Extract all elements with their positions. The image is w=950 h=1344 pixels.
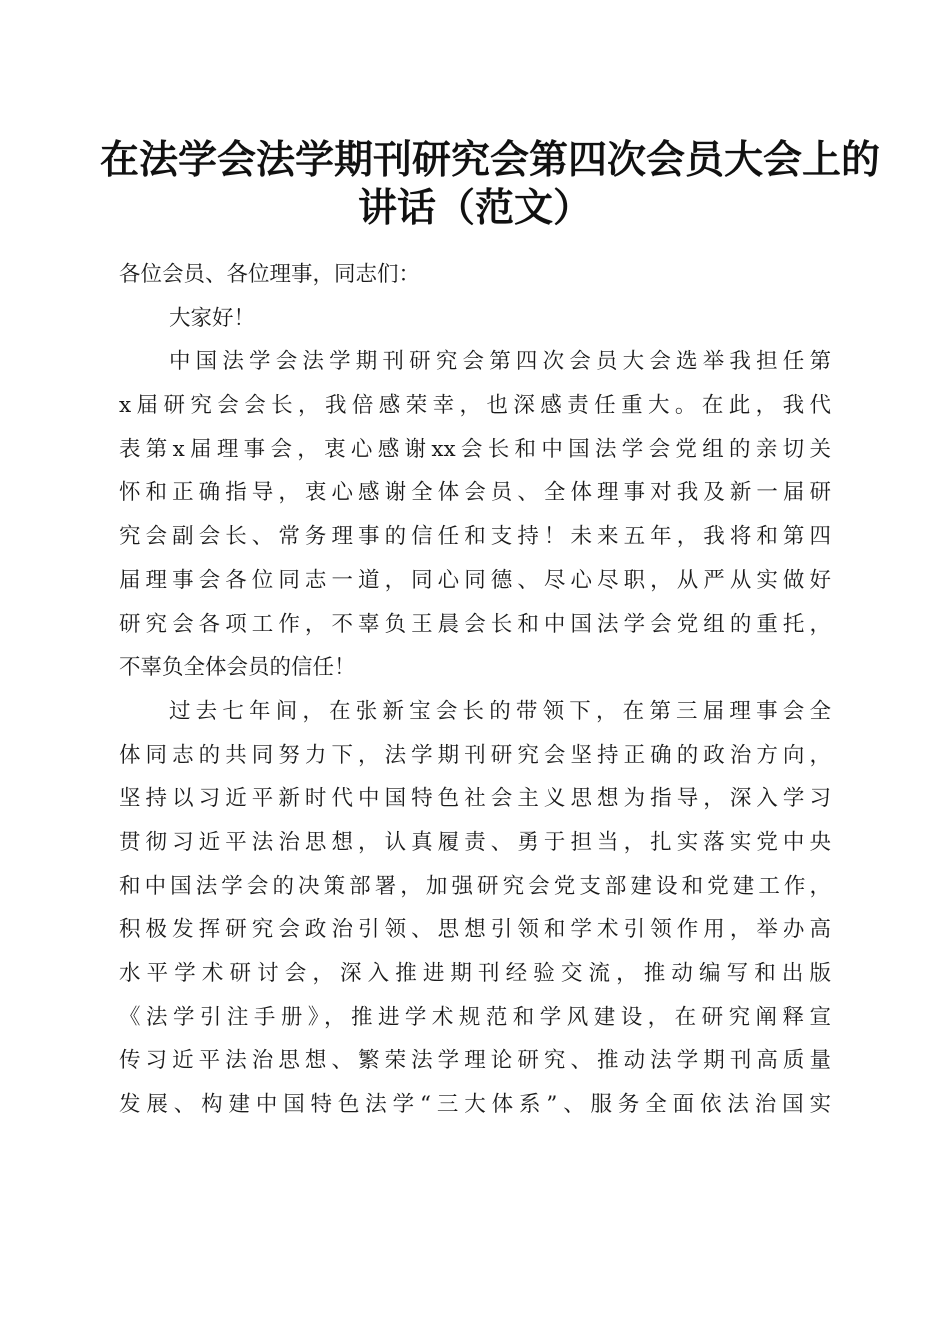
paragraph-1-line: 究会副会长、常务理事的信任和支持！未来五年，我将和第四 <box>119 524 831 550</box>
paragraph-1-line: 届理事会各位同志一道，同心同德、尽心尽职，从严从实做好 <box>119 567 831 593</box>
paragraph-1 <box>119 340 831 690</box>
paragraph-1-line: 中国法学会法学期刊研究会第四次会员大会选举我担任第 <box>169 349 831 375</box>
paragraph-2-line: 体同志的共同努力下，法学期刊研究会坚持正确的政治方向， <box>119 742 831 768</box>
paragraph-1-line: x届研究会会长，我倍感荣幸，也深感责任重大。在此，我代 <box>119 393 831 419</box>
paragraph-2-line: 积极发挥研究会政治引领、思想引领和学术引领作用，举办高 <box>119 917 831 943</box>
document-body <box>119 253 831 1127</box>
salutation: 各位会员、各位理事，同志们： <box>119 262 421 287</box>
paragraph-2-line: 传习近平法治思想、繁荣法学理论研究、推动法学期刊高质量 <box>119 1048 831 1074</box>
paragraph-2-line: 和中国法学会的决策部署，加强研究会党支部建设和党建工作， <box>119 873 831 899</box>
paragraph-1-line: 怀和正确指导，衷心感谢全体会员、全体理事对我及新一届研 <box>119 480 831 506</box>
paragraph-2-line: 发展、构建中国特色法学“三大体系”、服务全面依法治国实 <box>119 1092 831 1118</box>
greeting: 大家好！ <box>169 305 256 331</box>
document-title-line-1: 在法学会法学期刊研究会第四次会员大会上的 <box>100 137 881 183</box>
paragraph-1-line: 研究会各项工作，不辜负王晨会长和中国法学会党组的重托， <box>119 611 831 637</box>
paragraph-2-line: 坚持以习近平新时代中国特色社会主义思想为指导，深入学习 <box>119 786 831 812</box>
paragraph-2-line: 过去七年间，在张新宝会长的带领下，在第三届理事会全 <box>169 698 831 724</box>
paragraph-2-line: 水平学术研讨会，深入推进期刊经验交流，推动编写和出版 <box>119 961 831 986</box>
paragraph-1-line: 表第x届理事会，衷心感谢xx会长和中国法学会党组的亲切关 <box>119 436 831 462</box>
document-title-line-2: 讲话（范文） <box>357 185 592 231</box>
paragraph-2-line: 《法学引注手册》，推进学术规范和学风建设，在研究阐释宣 <box>119 1004 831 1030</box>
paragraph-2 <box>119 690 831 1127</box>
paragraph-1-line: 不辜负全体会员的信任！ <box>119 655 356 681</box>
paragraph-2-line: 贯彻习近平法治思想，认真履责、勇于担当，扎实落实党中央 <box>119 829 831 855</box>
